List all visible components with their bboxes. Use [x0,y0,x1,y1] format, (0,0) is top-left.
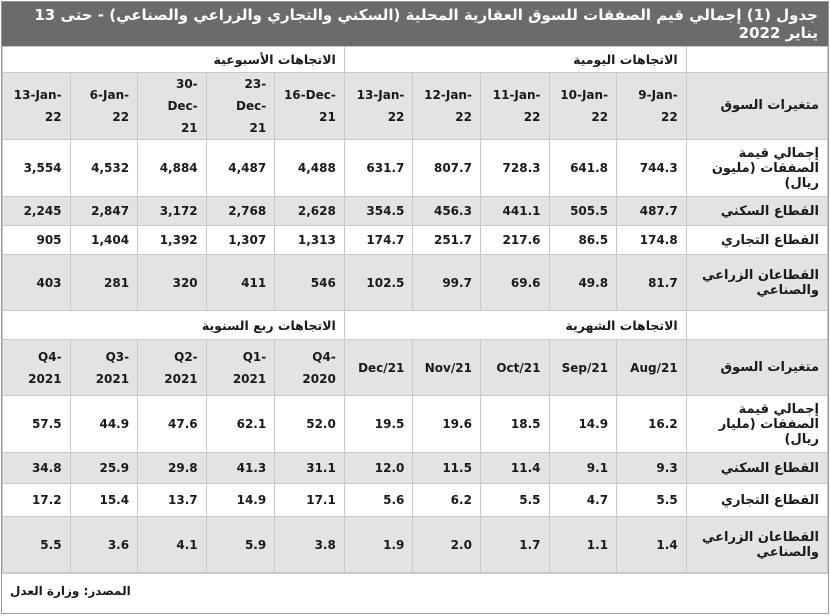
row-label: إجمالي قيمة الصفقات (مليار ريال) [686,396,827,453]
cell: 487.7 [617,197,687,226]
cell: 728.3 [480,140,549,197]
column-header-row [3,340,828,396]
group-header-row [3,47,828,73]
cell: 102.5 [344,255,413,311]
cell: 4.1 [138,517,207,573]
cell: 11.5 [413,453,481,484]
cell: 11.4 [480,453,549,484]
column-header-row [3,73,828,140]
cell: 9.3 [617,453,687,484]
cell: 52.0 [275,396,345,453]
row-label: القطاع السكني [686,453,827,484]
cell: 16.2 [617,396,687,453]
cell: 4,884 [138,140,207,197]
cell: 19.6 [413,396,481,453]
table-row [3,255,828,311]
cell: 5.5 [617,484,687,517]
market-variables-label: متغيرات السوق [686,73,827,140]
cell: 81.7 [617,255,687,311]
cell: 320 [138,255,207,311]
cell: 9.1 [549,453,617,484]
cell: 29.8 [138,453,207,484]
group-monthly: الاتجاهات الشهرية [344,311,686,340]
cell: 5.9 [206,517,275,573]
col-header: 12-Jan- 22 [413,73,481,140]
cell: 546 [275,255,345,311]
table-row [3,453,828,484]
cell: 3,554 [3,140,71,197]
cell: 69.6 [480,255,549,311]
cell: 2,628 [275,197,345,226]
cell: 2,768 [206,197,275,226]
cell: 25.9 [70,453,138,484]
cell: 18.5 [480,396,549,453]
cell: 17.1 [275,484,345,517]
table-title-text: جدول (1) إجمالي قيم الصفقات للسوق العقارية المحلية (السكني والتجاري والزراعي والصناعي) - حتى 13 يناير 2022 [34,6,818,42]
row-label: القطاع التجاري [686,226,827,255]
col-header: Dec/21 [344,340,413,396]
cell: 5.6 [344,484,413,517]
cell: 1.7 [480,517,549,573]
group-quarterly: الاتجاهات ربع السنوية [3,311,345,340]
cell: 13.7 [138,484,207,517]
cell: 41.3 [206,453,275,484]
top-table [2,46,828,573]
table-row [3,484,828,517]
cell: 47.6 [138,396,207,453]
cell: 441.1 [480,197,549,226]
cell: 1.4 [617,517,687,573]
cell: 12.0 [344,453,413,484]
table-row [3,226,828,255]
cell: 86.5 [549,226,617,255]
cell: 4.7 [549,484,617,517]
cell: 4,488 [275,140,345,197]
cell: 641.8 [549,140,617,197]
source-text: المصدر: وزارة العدل [10,583,131,598]
cell: 1.1 [549,517,617,573]
col-header: Nov/21 [413,340,481,396]
table-title [2,2,828,46]
cell: 251.7 [413,226,481,255]
cell: 1,392 [138,226,207,255]
cell: 905 [3,226,71,255]
cell: 19.5 [344,396,413,453]
cell: 14.9 [549,396,617,453]
cell: 3.8 [275,517,345,573]
cell: 5.5 [480,484,549,517]
cell: 631.7 [344,140,413,197]
cell: 99.7 [413,255,481,311]
table-row [3,517,828,573]
cell: 44.9 [70,396,138,453]
col-header: 23-Dec- 21 [206,73,275,140]
col-header: Aug/21 [617,340,687,396]
cell: 4,532 [70,140,138,197]
group-header-row [3,311,828,340]
cell: 744.3 [617,140,687,197]
cell: 1,307 [206,226,275,255]
table-container [1,1,829,614]
cell: 5.5 [3,517,71,573]
cell: 31.1 [275,453,345,484]
cell: 354.5 [344,197,413,226]
market-variables-label: متغيرات السوق [686,340,827,396]
group-weekly: الاتجاهات الأسبوعية [3,47,345,73]
cell: 62.1 [206,396,275,453]
cell: 403 [3,255,71,311]
cell: 4,487 [206,140,275,197]
table-row [3,197,828,226]
col-header: 16-Dec- 21 [275,73,345,140]
group-daily: الاتجاهات اليومية [344,47,686,73]
cell: 807.7 [413,140,481,197]
cell: 17.2 [3,484,71,517]
col-header: 13-Jan- 22 [344,73,413,140]
row-label: القطاعان الزراعي والصناعي [686,517,827,573]
col-header: Oct/21 [480,340,549,396]
col-header: 11-Jan- 22 [480,73,549,140]
empty-corner [686,47,827,73]
col-header: 9-Jan- 22 [617,73,687,140]
cell: 34.8 [3,453,71,484]
row-label: القطاع السكني [686,197,827,226]
col-header: Q3- 2021 [70,340,138,396]
empty-corner [686,311,827,340]
cell: 3.6 [70,517,138,573]
cell: 217.6 [480,226,549,255]
cell: 14.9 [206,484,275,517]
cell: 2,245 [3,197,71,226]
cell: 1.9 [344,517,413,573]
cell: 1,404 [70,226,138,255]
row-label: القطاعان الزراعي والصناعي [686,255,827,311]
cell: 2,847 [70,197,138,226]
table-row [3,396,828,453]
cell: 57.5 [3,396,71,453]
cell: 49.8 [549,255,617,311]
col-header: 13-Jan- 22 [3,73,71,140]
col-header: Sep/21 [549,340,617,396]
col-header: Q4- 2020 [275,340,345,396]
cell: 174.7 [344,226,413,255]
table-row [3,140,828,197]
col-header: Q4- 2021 [3,340,71,396]
col-header: 30-Dec- 21 [138,73,207,140]
cell: 411 [206,255,275,311]
col-header: 10-Jan- 22 [549,73,617,140]
col-header: 6-Jan- 22 [70,73,138,140]
row-label: القطاع التجاري [686,484,827,517]
row-label: إجمالي قيمة الصفقات (مليون ريال) [686,140,827,197]
cell: 3,172 [138,197,207,226]
cell: 456.3 [413,197,481,226]
cell: 174.8 [617,226,687,255]
cell: 6.2 [413,484,481,517]
col-header: Q1- 2021 [206,340,275,396]
cell: 505.5 [549,197,617,226]
cell: 1,313 [275,226,345,255]
source-note [2,573,828,607]
cell: 281 [70,255,138,311]
cell: 15.4 [70,484,138,517]
cell: 2.0 [413,517,481,573]
col-header: Q2- 2021 [138,340,207,396]
